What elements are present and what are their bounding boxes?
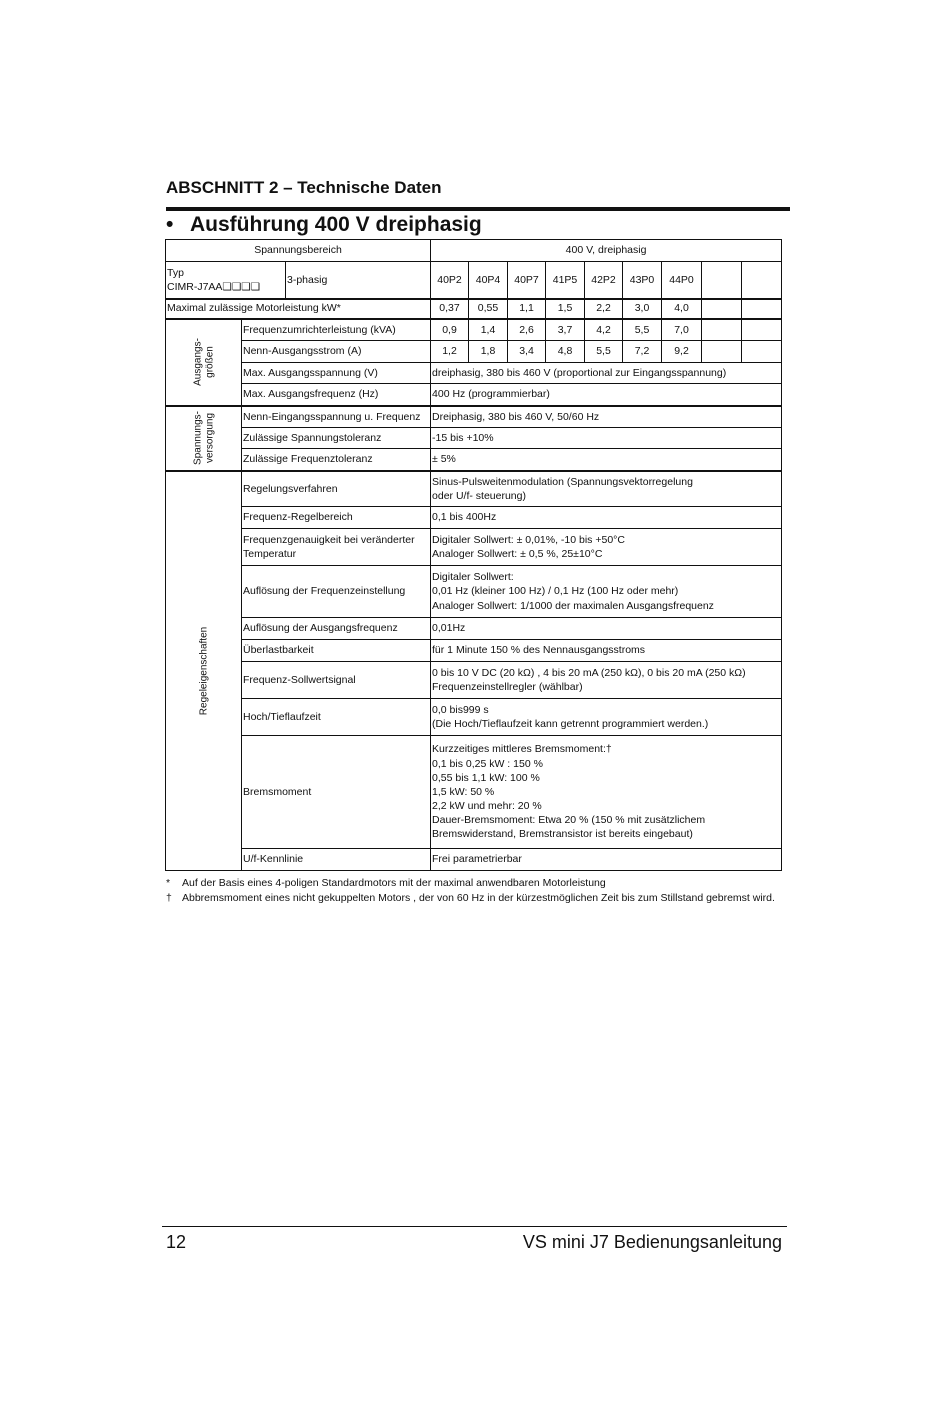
spec-label: Auflösung der Frequenzeinstellung: [242, 566, 431, 618]
spec-value: Dreiphasig, 380 bis 460 V, 50/60 Hz: [431, 406, 782, 428]
motor-power-value: 4,0: [662, 299, 702, 319]
empty-cell: [702, 262, 742, 299]
group-label-output: Ausgangs- größen: [166, 319, 242, 406]
spec-table: [165, 239, 782, 871]
spec-value: 1,8: [469, 341, 508, 363]
model-cell: 40P4: [469, 262, 508, 299]
spec-value: 1,4: [469, 319, 508, 341]
manual-title: VS mini J7 Bedienungsanleitung: [522, 1232, 782, 1252]
spec-value: 5,5: [585, 341, 623, 363]
model-cell: 43P0: [623, 262, 662, 299]
spec-label: Regelungsverfahren: [242, 471, 431, 507]
spec-value: für 1 Minute 150 % des Nennausgangsstroms: [431, 640, 782, 662]
spec-value: Frei parametrierbar: [431, 849, 782, 871]
spec-value: 400 Hz (programmierbar): [431, 384, 782, 406]
model-cell: 40P7: [508, 262, 546, 299]
spec-value: Digitaler Sollwert: 0,01 Hz (kleiner 100 Hz) / 0,1 Hz (100 Hz oder mehr) Analoger Sollwert: 1/1000 der maximalen Ausgangsfrequenz: [431, 566, 782, 618]
motor-power-value: 2,2: [585, 299, 623, 319]
spec-label: Hoch/Tieflaufzeit: [242, 699, 431, 736]
spec-value: 5,5: [623, 319, 662, 341]
spec-label: Zulässige Spannungstoleranz: [242, 428, 431, 449]
spec-label: Frequenz-Regelbereich: [242, 507, 431, 529]
footnotes: [166, 876, 776, 906]
spec-value: 3,4: [508, 341, 546, 363]
spec-value: 7,0: [662, 319, 702, 341]
spec-value: Kurzzeitiges mittleres Bremsmoment:† 0,1 bis 0,25 kW : 150 % 0,55 bis 1,1 kW: 100 % 1,5 kW: 50 % 2,2 kW und mehr: 20 % Dauer-Bremsmoment: Etwa 20 % (150 % mit zusätzlichem Bremswiderstand, Bremstransistor ist bereits eingebaut): [431, 736, 782, 849]
subheading-text: Ausführung 400 V dreiphasig: [190, 213, 482, 236]
subheading-bullet: •: [166, 213, 174, 236]
empty-cell: [742, 262, 782, 299]
type-label: Typ CIMR-J7AA❑❑❑❑: [166, 262, 286, 299]
spec-value: -15 bis +10%: [431, 428, 782, 449]
motor-power-value: 1,1: [508, 299, 546, 319]
empty-cell: [742, 341, 782, 363]
spec-value: 9,2: [662, 341, 702, 363]
spec-label: Frequenzumrichterleistung (kVA): [242, 319, 431, 341]
spec-label: Frequenzgenauigkeit bei veränderter Temperatur: [242, 529, 431, 566]
motor-power-label: Maximal zulässige Motorleistung kW*: [166, 299, 431, 319]
spec-label: Bremsmoment: [242, 736, 431, 849]
spec-value: dreiphasig, 380 bis 460 V (proportional zur Eingangsspannung): [431, 363, 782, 384]
section-heading: ABSCHNITT 2 – Technische Daten: [166, 178, 442, 197]
spec-label: Zulässige Frequenztoleranz: [242, 449, 431, 471]
spec-value: Digitaler Sollwert: ± 0,01%, -10 bis +50°C Analoger Sollwert: ± 0,5 %, 25±10°C: [431, 529, 782, 566]
model-cell: 41P5: [546, 262, 585, 299]
spec-value: 0 bis 10 V DC (20 kΩ) , 4 bis 20 mA (250 kΩ), 0 bis 20 mA (250 kΩ) Frequenzeinstellregler (wählbar): [431, 662, 782, 699]
spec-label: Nenn-Eingangsspannung u. Frequenz: [242, 406, 431, 428]
voltage-range-value: 400 V, dreiphasig: [431, 240, 782, 262]
group-label-supply: Spannungs- versorgung: [166, 406, 242, 471]
page-subheading: [166, 213, 482, 237]
spec-value: 0,0 bis999 s (Die Hoch/Tieflaufzeit kann getrennt programmiert werden.): [431, 699, 782, 736]
spec-value: 0,9: [431, 319, 469, 341]
spec-label: Nenn-Ausgangsstrom (A): [242, 341, 431, 363]
footnote: * Auf der Basis eines 4-poligen Standardmotors mit der maximal anwendbaren Motorleistung: [166, 877, 606, 889]
phase-label: 3-phasig: [286, 262, 431, 299]
spec-label: Auflösung der Ausgangsfrequenz: [242, 618, 431, 640]
empty-cell: [702, 299, 742, 319]
spec-value: 4,8: [546, 341, 585, 363]
motor-power-value: 1,5: [546, 299, 585, 319]
spec-value: ± 5%: [431, 449, 782, 471]
empty-cell: [742, 319, 782, 341]
spec-label: U/f-Kennlinie: [242, 849, 431, 871]
spec-label: Max. Ausgangsfrequenz (Hz): [242, 384, 431, 406]
spec-value: 0,01Hz: [431, 618, 782, 640]
empty-cell: [702, 319, 742, 341]
voltage-range-label: Spannungsbereich: [166, 240, 431, 262]
motor-power-value: 0,37: [431, 299, 469, 319]
model-cell: 44P0: [662, 262, 702, 299]
spec-label: Max. Ausgangsspannung (V): [242, 363, 431, 384]
spec-value: 4,2: [585, 319, 623, 341]
heading-rule: [166, 207, 790, 211]
group-label-control: Regeleigenschaften: [166, 471, 242, 871]
spec-label: Überlastbarkeit: [242, 640, 431, 662]
motor-power-value: 3,0: [623, 299, 662, 319]
model-cell: 42P2: [585, 262, 623, 299]
spec-value: 2,6: [508, 319, 546, 341]
empty-cell: [702, 341, 742, 363]
footer-rule: [162, 1226, 787, 1227]
footnote: † Abbremsmoment eines nicht gekuppelten Motors , der von 60 Hz in der kürzestmöglichen Zeit bis zum Stillstand gebremst wird.: [166, 892, 775, 905]
empty-cell: [742, 299, 782, 319]
motor-power-value: 0,55: [469, 299, 508, 319]
model-cell: 40P2: [431, 262, 469, 299]
spec-value: 1,2: [431, 341, 469, 363]
spec-value: 3,7: [546, 319, 585, 341]
spec-value: Sinus-Pulsweitenmodulation (Spannungsvektorregelung oder U/f- steuerung): [431, 471, 782, 507]
page-number: 12: [166, 1232, 187, 1252]
spec-label: Frequenz-Sollwertsignal: [242, 662, 431, 699]
spec-value: 0,1 bis 400Hz: [431, 507, 782, 529]
spec-value: 7,2: [623, 341, 662, 363]
